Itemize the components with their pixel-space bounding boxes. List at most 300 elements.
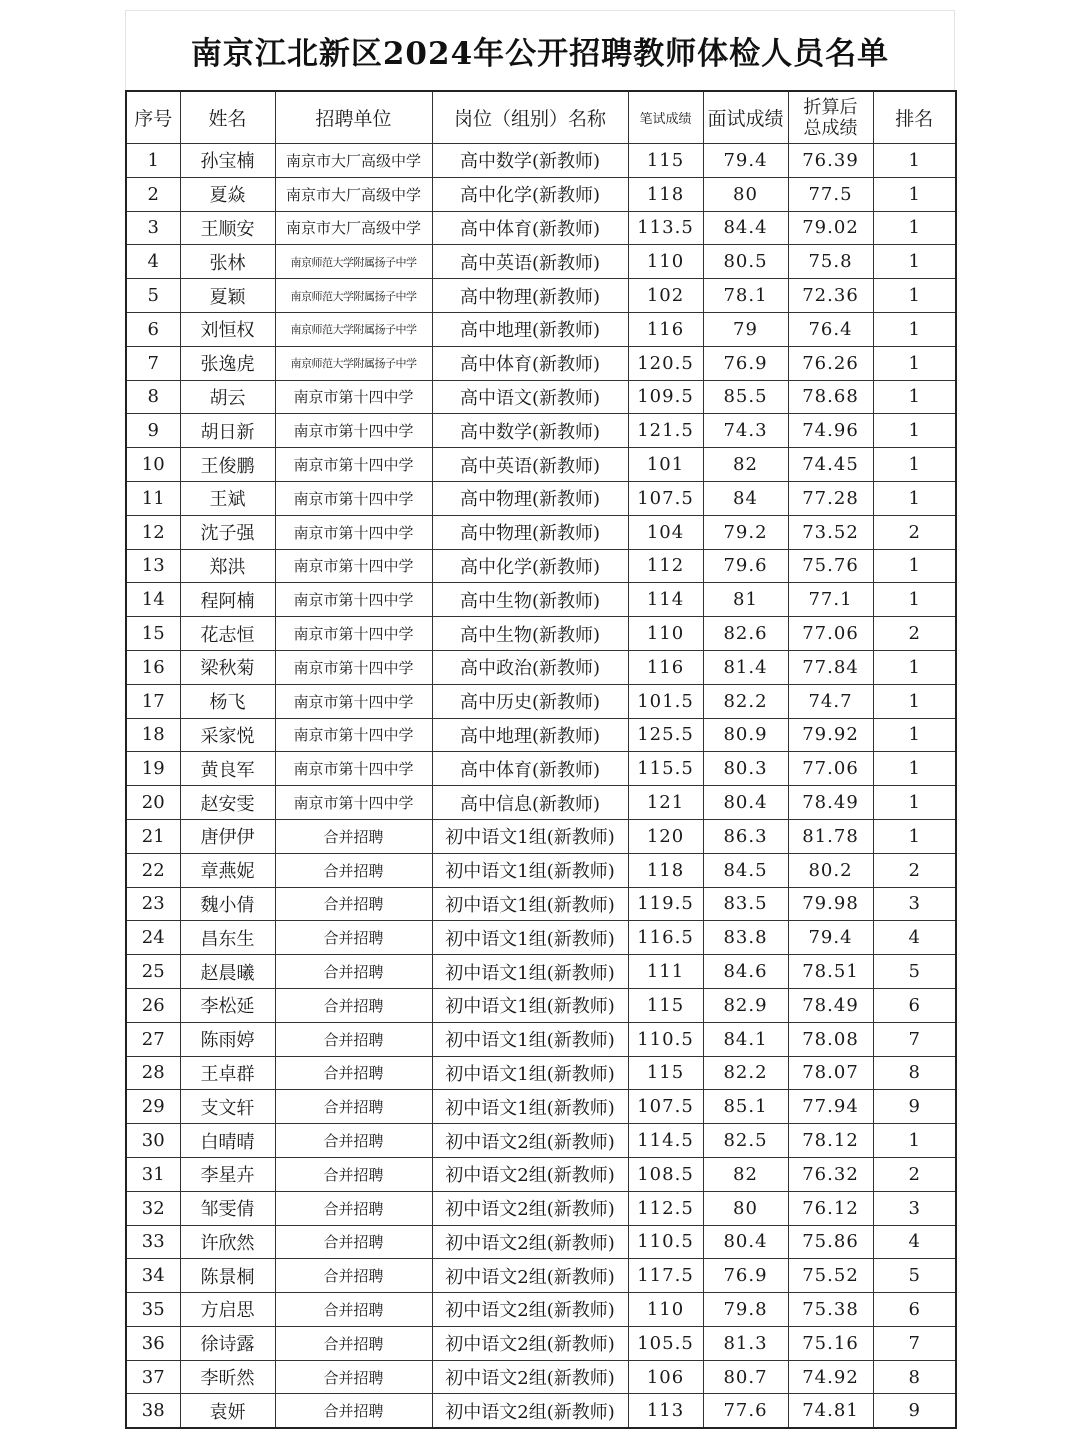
cell-written-score: 101 (628, 448, 703, 482)
cell-name: 杨飞 (180, 684, 275, 718)
cell-interview-score: 85.1 (703, 1090, 788, 1124)
cell-written-score: 105.5 (628, 1326, 703, 1360)
cell-rank: 5 (873, 1259, 956, 1293)
cell-interview-score: 80.9 (703, 718, 788, 752)
cell-rank: 1 (873, 448, 956, 482)
cell-position: 初中语文2组(新教师) (432, 1394, 628, 1428)
cell-name: 王斌 (180, 481, 275, 515)
header-total-score (788, 91, 873, 144)
cell-interview-score: 80.5 (703, 245, 788, 279)
cell-seq: 2 (126, 177, 180, 211)
cell-interview-score: 84 (703, 481, 788, 515)
cell-unit: 合并招聘 (275, 1022, 432, 1056)
cell-rank: 1 (873, 786, 956, 820)
table-row (126, 1124, 956, 1158)
cell-interview-score: 82 (703, 448, 788, 482)
header-interview-score: 面试成绩 (703, 91, 788, 144)
cell-seq: 10 (126, 448, 180, 482)
cell-written-score: 119.5 (628, 887, 703, 921)
cell-position: 初中语文1组(新教师) (432, 1056, 628, 1090)
cell-seq: 1 (126, 144, 180, 178)
cell-unit: 南京市第十四中学 (275, 549, 432, 583)
cell-interview-score: 80 (703, 1191, 788, 1225)
cell-total-score: 76.39 (788, 144, 873, 178)
cell-rank: 1 (873, 211, 956, 245)
cell-position: 高中化学(新教师) (432, 177, 628, 211)
cell-rank: 3 (873, 1191, 956, 1225)
cell-position: 高中政治(新教师) (432, 650, 628, 684)
cell-rank: 1 (873, 177, 956, 211)
cell-rank: 1 (873, 279, 956, 313)
cell-seq: 38 (126, 1394, 180, 1428)
cell-rank: 7 (873, 1022, 956, 1056)
cell-seq: 25 (126, 955, 180, 989)
cell-written-score: 101.5 (628, 684, 703, 718)
cell-name: 程阿楠 (180, 583, 275, 617)
cell-seq: 32 (126, 1191, 180, 1225)
cell-unit: 南京市第十四中学 (275, 617, 432, 651)
cell-total-score: 76.32 (788, 1157, 873, 1191)
cell-total-score: 78.49 (788, 988, 873, 1022)
cell-total-score: 76.26 (788, 346, 873, 380)
cell-written-score: 114.5 (628, 1124, 703, 1158)
cell-written-score: 112.5 (628, 1191, 703, 1225)
cell-written-score: 102 (628, 279, 703, 313)
cell-total-score: 79.98 (788, 887, 873, 921)
table-row (126, 1293, 956, 1327)
cell-written-score: 107.5 (628, 481, 703, 515)
cell-total-score: 77.84 (788, 650, 873, 684)
cell-total-score: 79.4 (788, 921, 873, 955)
cell-name: 邹雯倩 (180, 1191, 275, 1225)
header-position: 岗位（组别）名称 (432, 91, 628, 144)
cell-seq: 26 (126, 988, 180, 1022)
cell-seq: 17 (126, 684, 180, 718)
cell-unit: 合并招聘 (275, 1090, 432, 1124)
title-box (125, 10, 955, 90)
header-rank: 排名 (873, 91, 956, 144)
cell-interview-score: 76.9 (703, 346, 788, 380)
cell-written-score: 112 (628, 549, 703, 583)
cell-written-score: 114 (628, 583, 703, 617)
document-title: 南京江北新区2024年公开招聘教师体检人员名单 (190, 36, 890, 72)
cell-rank: 3 (873, 887, 956, 921)
cell-total-score: 74.96 (788, 414, 873, 448)
cell-total-score: 77.06 (788, 752, 873, 786)
cell-total-score: 78.12 (788, 1124, 873, 1158)
cell-name: 赵安雯 (180, 786, 275, 820)
header-total-line2: 总成绩 (803, 117, 858, 139)
cell-interview-score: 84.1 (703, 1022, 788, 1056)
cell-unit: 南京市第十四中学 (275, 752, 432, 786)
cell-unit: 南京市第十四中学 (275, 515, 432, 549)
cell-seq: 33 (126, 1225, 180, 1259)
cell-unit: 南京市第十四中学 (275, 583, 432, 617)
cell-name: 袁妍 (180, 1394, 275, 1428)
cell-seq: 15 (126, 617, 180, 651)
cell-position: 高中地理(新教师) (432, 718, 628, 752)
cell-written-score: 110.5 (628, 1225, 703, 1259)
cell-unit: 合并招聘 (275, 1225, 432, 1259)
cell-written-score: 116.5 (628, 921, 703, 955)
table-row (126, 414, 956, 448)
cell-interview-score: 80.4 (703, 786, 788, 820)
cell-written-score: 107.5 (628, 1090, 703, 1124)
cell-unit: 合并招聘 (275, 819, 432, 853)
cell-rank: 9 (873, 1394, 956, 1428)
cell-total-score: 79.92 (788, 718, 873, 752)
cell-written-score: 113 (628, 1394, 703, 1428)
cell-rank: 1 (873, 245, 956, 279)
cell-total-score: 75.86 (788, 1225, 873, 1259)
cell-total-score: 75.38 (788, 1293, 873, 1327)
cell-rank: 4 (873, 921, 956, 955)
cell-rank: 1 (873, 752, 956, 786)
cell-position: 高中地理(新教师) (432, 312, 628, 346)
cell-name: 夏焱 (180, 177, 275, 211)
cell-written-score: 110 (628, 245, 703, 279)
cell-name: 张逸虎 (180, 346, 275, 380)
table-row (126, 1090, 956, 1124)
cell-total-score: 74.45 (788, 448, 873, 482)
cell-rank: 7 (873, 1326, 956, 1360)
table-row (126, 515, 956, 549)
cell-name: 陈景桐 (180, 1259, 275, 1293)
cell-written-score: 116 (628, 312, 703, 346)
cell-written-score: 113.5 (628, 211, 703, 245)
cell-position: 高中体育(新教师) (432, 211, 628, 245)
cell-name: 支文轩 (180, 1090, 275, 1124)
table-row (126, 1360, 956, 1394)
cell-written-score: 108.5 (628, 1157, 703, 1191)
cell-unit: 南京师范大学附属扬子中学 (275, 346, 432, 380)
cell-interview-score: 81.4 (703, 650, 788, 684)
cell-rank: 1 (873, 1124, 956, 1158)
table-row (126, 1157, 956, 1191)
cell-seq: 28 (126, 1056, 180, 1090)
cell-interview-score: 84.5 (703, 853, 788, 887)
header-total-line1: 折算后 (803, 96, 858, 118)
cell-position: 初中语文1组(新教师) (432, 1090, 628, 1124)
cell-written-score: 115 (628, 1056, 703, 1090)
cell-position: 初中语文2组(新教师) (432, 1326, 628, 1360)
cell-rank: 1 (873, 549, 956, 583)
cell-position: 高中语文(新教师) (432, 380, 628, 414)
cell-unit: 南京市大厂高级中学 (275, 144, 432, 178)
cell-interview-score: 84.4 (703, 211, 788, 245)
cell-position: 高中数学(新教师) (432, 144, 628, 178)
cell-written-score: 116 (628, 650, 703, 684)
cell-interview-score: 82.2 (703, 1056, 788, 1090)
cell-name: 孙宝楠 (180, 144, 275, 178)
cell-written-score: 115.5 (628, 752, 703, 786)
table-row (126, 1225, 956, 1259)
cell-total-score: 77.06 (788, 617, 873, 651)
table-row (126, 988, 956, 1022)
cell-unit: 南京市大厂高级中学 (275, 211, 432, 245)
cell-written-score: 117.5 (628, 1259, 703, 1293)
cell-total-score: 78.49 (788, 786, 873, 820)
cell-rank: 8 (873, 1056, 956, 1090)
table-row (126, 853, 956, 887)
cell-name: 唐伊伊 (180, 819, 275, 853)
table-row (126, 887, 956, 921)
cell-interview-score: 86.3 (703, 819, 788, 853)
cell-name: 昌东生 (180, 921, 275, 955)
cell-written-score: 118 (628, 853, 703, 887)
cell-written-score: 121 (628, 786, 703, 820)
cell-rank: 1 (873, 144, 956, 178)
cell-written-score: 111 (628, 955, 703, 989)
cell-seq: 24 (126, 921, 180, 955)
cell-position: 初中语文2组(新教师) (432, 1225, 628, 1259)
table-row (126, 650, 956, 684)
cell-seq: 16 (126, 650, 180, 684)
header-unit: 招聘单位 (275, 91, 432, 144)
cell-name: 黄良军 (180, 752, 275, 786)
cell-name: 章燕妮 (180, 853, 275, 887)
table-row (126, 346, 956, 380)
cell-position: 初中语文2组(新教师) (432, 1191, 628, 1225)
cell-interview-score: 83.8 (703, 921, 788, 955)
cell-position: 高中英语(新教师) (432, 245, 628, 279)
cell-written-score: 115 (628, 988, 703, 1022)
cell-unit: 南京市第十四中学 (275, 414, 432, 448)
cell-rank: 2 (873, 617, 956, 651)
cell-name: 徐诗露 (180, 1326, 275, 1360)
cell-seq: 37 (126, 1360, 180, 1394)
cell-written-score: 125.5 (628, 718, 703, 752)
cell-rank: 1 (873, 650, 956, 684)
cell-seq: 14 (126, 583, 180, 617)
cell-interview-score: 79.4 (703, 144, 788, 178)
cell-interview-score: 82.9 (703, 988, 788, 1022)
header-written-score: 笔试成绩 (628, 91, 703, 144)
cell-unit: 合并招聘 (275, 1124, 432, 1158)
cell-unit: 南京市第十四中学 (275, 786, 432, 820)
cell-written-score: 120.5 (628, 346, 703, 380)
cell-name: 张林 (180, 245, 275, 279)
cell-name: 陈雨婷 (180, 1022, 275, 1056)
cell-position: 初中语文1组(新教师) (432, 887, 628, 921)
cell-interview-score: 77.6 (703, 1394, 788, 1428)
cell-total-score: 75.8 (788, 245, 873, 279)
cell-total-score: 77.94 (788, 1090, 873, 1124)
cell-total-score: 77.1 (788, 583, 873, 617)
cell-name: 沈子强 (180, 515, 275, 549)
cell-name: 花志恒 (180, 617, 275, 651)
cell-interview-score: 78.1 (703, 279, 788, 313)
cell-total-score: 72.36 (788, 279, 873, 313)
cell-seq: 27 (126, 1022, 180, 1056)
cell-rank: 2 (873, 515, 956, 549)
cell-rank: 6 (873, 988, 956, 1022)
cell-total-score: 80.2 (788, 853, 873, 887)
cell-name: 梁秋菊 (180, 650, 275, 684)
cell-position: 初中语文1组(新教师) (432, 988, 628, 1022)
cell-total-score: 79.02 (788, 211, 873, 245)
cell-unit: 南京师范大学附属扬子中学 (275, 279, 432, 313)
header-name: 姓名 (180, 91, 275, 144)
cell-seq: 23 (126, 887, 180, 921)
cell-name: 赵晨曦 (180, 955, 275, 989)
cell-seq: 22 (126, 853, 180, 887)
cell-unit: 合并招聘 (275, 1360, 432, 1394)
cell-name: 李昕然 (180, 1360, 275, 1394)
cell-name: 夏颖 (180, 279, 275, 313)
cell-name: 王顺安 (180, 211, 275, 245)
cell-position: 高中信息(新教师) (432, 786, 628, 820)
cell-unit: 合并招聘 (275, 1259, 432, 1293)
cell-interview-score: 79 (703, 312, 788, 346)
cell-name: 白晴晴 (180, 1124, 275, 1158)
cell-name: 许欣然 (180, 1225, 275, 1259)
table-row (126, 752, 956, 786)
cell-name: 李松延 (180, 988, 275, 1022)
table-row (126, 955, 956, 989)
table-row (126, 921, 956, 955)
cell-interview-score: 81.3 (703, 1326, 788, 1360)
table-row (126, 1056, 956, 1090)
header-row (126, 91, 956, 144)
cell-position: 高中化学(新教师) (432, 549, 628, 583)
cell-written-score: 110.5 (628, 1022, 703, 1056)
cell-unit: 南京师范大学附属扬子中学 (275, 245, 432, 279)
cell-rank: 2 (873, 853, 956, 887)
cell-unit: 合并招聘 (275, 1394, 432, 1428)
table-row (126, 177, 956, 211)
cell-rank: 1 (873, 414, 956, 448)
table-row (126, 718, 956, 752)
cell-unit: 合并招聘 (275, 955, 432, 989)
cell-position: 高中物理(新教师) (432, 515, 628, 549)
cell-position: 高中体育(新教师) (432, 346, 628, 380)
cell-total-score: 81.78 (788, 819, 873, 853)
cell-name: 胡日新 (180, 414, 275, 448)
cell-position: 初中语文1组(新教师) (432, 1022, 628, 1056)
cell-total-score: 75.76 (788, 549, 873, 583)
cell-seq: 19 (126, 752, 180, 786)
cell-unit: 合并招聘 (275, 988, 432, 1022)
cell-unit: 南京市第十四中学 (275, 650, 432, 684)
cell-unit: 南京师范大学附属扬子中学 (275, 312, 432, 346)
cell-written-score: 118 (628, 177, 703, 211)
table-row (126, 819, 956, 853)
cell-written-score: 120 (628, 819, 703, 853)
cell-seq: 29 (126, 1090, 180, 1124)
cell-written-score: 109.5 (628, 380, 703, 414)
table-row (126, 1022, 956, 1056)
cell-position: 高中数学(新教师) (432, 414, 628, 448)
table-row (126, 684, 956, 718)
cell-unit: 合并招聘 (275, 887, 432, 921)
cell-interview-score: 82.5 (703, 1124, 788, 1158)
cell-name: 刘恒权 (180, 312, 275, 346)
cell-name: 郑洪 (180, 549, 275, 583)
cell-written-score: 121.5 (628, 414, 703, 448)
cell-unit: 南京市大厂高级中学 (275, 177, 432, 211)
cell-unit: 合并招聘 (275, 1191, 432, 1225)
cell-rank: 9 (873, 1090, 956, 1124)
cell-interview-score: 79.8 (703, 1293, 788, 1327)
cell-interview-score: 82 (703, 1157, 788, 1191)
cell-name: 王卓群 (180, 1056, 275, 1090)
cell-total-score: 78.51 (788, 955, 873, 989)
cell-written-score: 106 (628, 1360, 703, 1394)
cell-position: 初中语文2组(新教师) (432, 1293, 628, 1327)
cell-seq: 5 (126, 279, 180, 313)
cell-position: 初中语文2组(新教师) (432, 1124, 628, 1158)
table-row (126, 211, 956, 245)
cell-seq: 6 (126, 312, 180, 346)
table-row (126, 144, 956, 178)
cell-unit: 南京市第十四中学 (275, 380, 432, 414)
cell-position: 高中生物(新教师) (432, 583, 628, 617)
cell-seq: 30 (126, 1124, 180, 1158)
cell-position: 高中物理(新教师) (432, 481, 628, 515)
table-row (126, 786, 956, 820)
cell-total-score: 73.52 (788, 515, 873, 549)
cell-written-score: 115 (628, 144, 703, 178)
cell-rank: 1 (873, 819, 956, 853)
cell-seq: 21 (126, 819, 180, 853)
cell-total-score: 78.07 (788, 1056, 873, 1090)
cell-position: 初中语文2组(新教师) (432, 1157, 628, 1191)
cell-position: 初中语文1组(新教师) (432, 819, 628, 853)
cell-name: 魏小倩 (180, 887, 275, 921)
cell-seq: 8 (126, 380, 180, 414)
cell-seq: 35 (126, 1293, 180, 1327)
cell-position: 初中语文2组(新教师) (432, 1360, 628, 1394)
cell-name: 方启思 (180, 1293, 275, 1327)
cell-position: 高中历史(新教师) (432, 684, 628, 718)
cell-interview-score: 80.7 (703, 1360, 788, 1394)
cell-seq: 7 (126, 346, 180, 380)
cell-rank: 8 (873, 1360, 956, 1394)
cell-rank: 1 (873, 346, 956, 380)
cell-unit: 合并招聘 (275, 853, 432, 887)
cell-total-score: 76.12 (788, 1191, 873, 1225)
cell-total-score: 76.4 (788, 312, 873, 346)
header-seq: 序号 (126, 91, 180, 144)
cell-rank: 2 (873, 1157, 956, 1191)
cell-position: 初中语文1组(新教师) (432, 853, 628, 887)
cell-position: 初中语文1组(新教师) (432, 955, 628, 989)
table-row (126, 1191, 956, 1225)
cell-interview-score: 85.5 (703, 380, 788, 414)
cell-unit: 南京市第十四中学 (275, 448, 432, 482)
cell-interview-score: 74.3 (703, 414, 788, 448)
cell-rank: 1 (873, 684, 956, 718)
cell-total-score: 74.81 (788, 1394, 873, 1428)
cell-seq: 34 (126, 1259, 180, 1293)
cell-rank: 1 (873, 380, 956, 414)
table-row (126, 279, 956, 313)
table-row (126, 583, 956, 617)
cell-rank: 1 (873, 312, 956, 346)
cell-total-score: 75.16 (788, 1326, 873, 1360)
cell-interview-score: 76.9 (703, 1259, 788, 1293)
cell-position: 高中英语(新教师) (432, 448, 628, 482)
table-row (126, 1394, 956, 1428)
cell-seq: 9 (126, 414, 180, 448)
cell-rank: 1 (873, 481, 956, 515)
cell-unit: 南京市第十四中学 (275, 718, 432, 752)
cell-unit: 合并招聘 (275, 1056, 432, 1090)
cell-unit: 合并招聘 (275, 921, 432, 955)
cell-rank: 1 (873, 583, 956, 617)
cell-position: 初中语文2组(新教师) (432, 1259, 628, 1293)
